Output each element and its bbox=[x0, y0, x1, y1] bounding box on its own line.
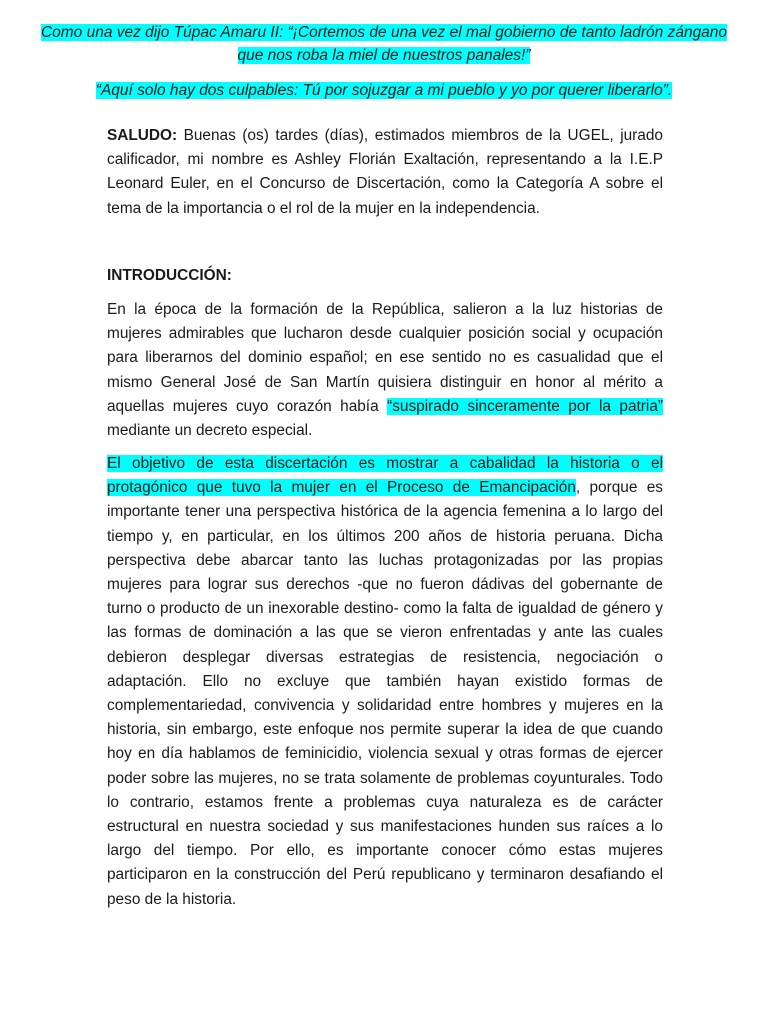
p1-highlight: “suspirado sinceramente por la patria” bbox=[387, 397, 664, 415]
p1-text-end: mediante un decreto especial. bbox=[107, 422, 313, 440]
second-quote bbox=[26, 79, 742, 102]
tupac-amaru-quote bbox=[26, 21, 742, 67]
quote-line-1: Como una vez dijo Túpac Amaru II: “¡Cortemos de una vez el mal gobierno de tanto ladrón zángano bbox=[40, 24, 728, 41]
second-quote-text: “Aquí solo hay dos culpables: Tú por sojuzgar a mi pueblo y yo por querer liberarlo”. bbox=[95, 82, 673, 99]
p2-text: , porque es importante tener una perspectiva histórica de la agencia femenina a lo largo del tiempo y, en particular, en los últimos 200 años de historia peruana. Dicha perspectiva debe abarcar tanto las luchas protagonizadas por las propias mujeres para lograr sus derechos -que no fueron dádivas del gobernante de turno o producto de un inexorable destino- como la falta de igualdad de género y las formas de dominación a las que se vieron enfrentadas y ante las cuales debieron desplegar diversas estrategias de resistencia, negociación o adaptación. Ello no excluye que también hayan existido formas de complementariedad, convivencia y solidaridad entre hombres y mujeres en la historia, sin embargo, este enfoque nos permite superar la idea de que cuando hoy en día hablamos de feminicidio, violencia sexual y otras formas de ejercer poder sobre las mujeres, no se trata solamente de problemas coyunturales. Todo lo contrario, estamos frente a problemas cuya naturaleza es de carácter estructural en nuestra sociedad y sus manifestaciones hunden sus raíces a lo largo del tiempo. Por ello, es importante conocer cómo estas mujeres participaron en la construcción del Perú republicano y terminaron desafiando el peso de la historia. bbox=[107, 479, 664, 908]
saludo-paragraph bbox=[107, 124, 663, 221]
p2-highlight: El objetivo de esta discertación es mostrar a cabalidad la historia o el protagónico que tuvo la mujer en el Proceso de Emancipación bbox=[107, 455, 663, 497]
intro-paragraph-2 bbox=[107, 452, 663, 912]
saludo-label: SALUDO: bbox=[107, 127, 178, 144]
saludo-text: Buenas (os) tardes (días), estimados miembros de la UGEL, jurado calificador, mi nombre es Ashley Florián Exaltación, representando a la I.E.P Leonard Euler, en el Concurso de Discertación, como la Categoría A sobre el tema de la importancia o el rol de la mujer en la independencia. bbox=[107, 127, 663, 217]
quote-line-2: que nos roba la miel de nuestros panales!” bbox=[237, 47, 531, 64]
intro-paragraph-1 bbox=[107, 298, 663, 443]
introduccion-heading: INTRODUCCIÓN: bbox=[107, 267, 232, 284]
p1-text-start: En la época de la formación de la República, salieron a la luz historias de mujeres admirables que lucharon desde cualquier posición social y ocupación para liberarnos del dominio español; en ese sentido no es casualidad que el mismo General José de San Martín quisiera distinguir en honor al mérito a aquellas mujeres cuyo corazón había bbox=[107, 301, 663, 415]
